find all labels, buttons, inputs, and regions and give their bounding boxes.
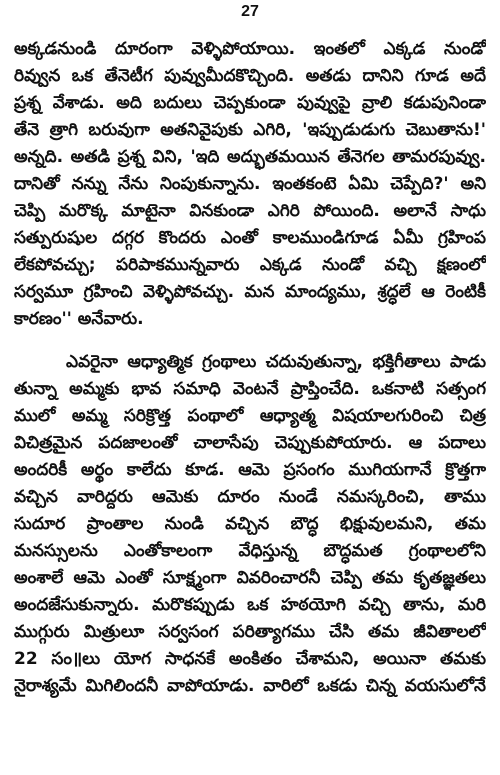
text-line: అందజేసుకున్నారు. మరొకప్పుడు ఒక హఠయోగి వచ్చి తాను, మరి: [14, 595, 486, 615]
text-line: దానితో నన్ను నేను నింపుకున్నాను. ఇంతకంటె ఏమి చెప్పేది?' అని: [14, 174, 486, 194]
text-line: ఎవరైనా ఆధ్యాత్మిక గ్రంథాలు చదువుతున్నా, భక్తిగీతాలు పాడు: [66, 352, 486, 372]
text-line: ములో అమ్మ సరిక్రొత్త పంథాలో ఆధ్యాత్మ విషయాలగురించి చిత్ర: [14, 406, 486, 426]
text-line: 22 సం॥లు యోగ సాధనకే అంకితం చేశామని, అయినా తమకు: [14, 649, 486, 669]
text-line: ప్రశ్న వేశాడు. అది బదులు చెప్పకుండా పువ్వుపై వ్రాలి కడుపునిండా: [14, 93, 486, 113]
text-line: అందరికీ అర్థం కాలేదు కూడ. ఆమె ప్రసంగం ముగియగానే క్రొత్తగా: [14, 460, 486, 480]
text-line: ముగ్గురు మిత్రులూ సర్వసంగ పరిత్యాగము చేసి తమ జీవితాలలో: [14, 622, 486, 642]
text-line: అక్కడనుండి దూరంగా వెళ్ళిపోయాయి. ఇంతలో ఎక్కడ నుండో: [14, 39, 486, 59]
text-line: అంశాలే ఆమె ఎంతో సూక్ష్మంగా వివరించారనీ చెప్పి తమ కృతజ్ఞతలు: [14, 568, 486, 588]
text-line: వచ్చిన వారిద్దరు ఆమెకు దూరం నుండే నమస్కరించి, తాము: [14, 487, 486, 507]
text-line: నైరాశ్యమే మిగిలిందనీ వాపోయాడు. వారిలో ఒకడు చిన్న వయసులోనే: [14, 676, 486, 696]
text-line: లేకపోవచ్చు; పరిపాకమున్నవారు ఎక్కడ నుండో వచ్చి క్షణంలో: [14, 255, 486, 275]
text-line: కారణం'' అనేవారు.: [14, 309, 144, 329]
text-line: మనస్సులను ఎంతోకాలంగా వేధిస్తున్న బౌద్ధమత గ్రంథాలలోని: [14, 541, 486, 561]
text-line: తున్నా అమ్మకు భావ సమాధి వెంటనే ప్రాప్తించేది. ఒకనాటి సత్సంగ: [14, 379, 486, 399]
text-line: సుదూర ప్రాంతాల నుండి వచ్చిన బౌద్ధ భిక్షువులమని, తమ: [14, 514, 486, 534]
page-number: 27: [241, 3, 259, 20]
text-line: అన్నది. అతడి ప్రశ్న విని, 'ఇది అద్భుతమయిన తేనెగల తామరపువ్వు.: [14, 147, 486, 167]
text-line: సత్పురుషుల దగ్గర కొందరు ఎంతో కాలముండిగూడ ఏమీ గ్రహింప: [14, 228, 486, 248]
text-line: రివ్వున ఒక తేనెటీగ పువ్వుమీదకొచ్చింది. అతడు దానిని గూడ అదే: [14, 66, 486, 86]
text-line: చెప్పి మరొక్క మాటైనా వినకుండా ఎగిరి పోయింది. అలానే సాధు: [14, 201, 486, 221]
text-line: తేనె త్రాగి బరువుగా అతనివైపుకు ఎగిరి, 'ఇప్పుడుడుగు చెబుతాను!': [14, 120, 486, 140]
text-line: విచిత్రమైన పదజాలంతో చాలాసేపు చెప్పుకుపోయారు. ఆ పదాలు: [14, 433, 486, 453]
text-line: సర్వమూ గ్రహించి వెళ్ళిపోవచ్చు. మన మాంద్యము, శ్రద్ధలే ఆ రెంటికీ: [14, 282, 486, 302]
